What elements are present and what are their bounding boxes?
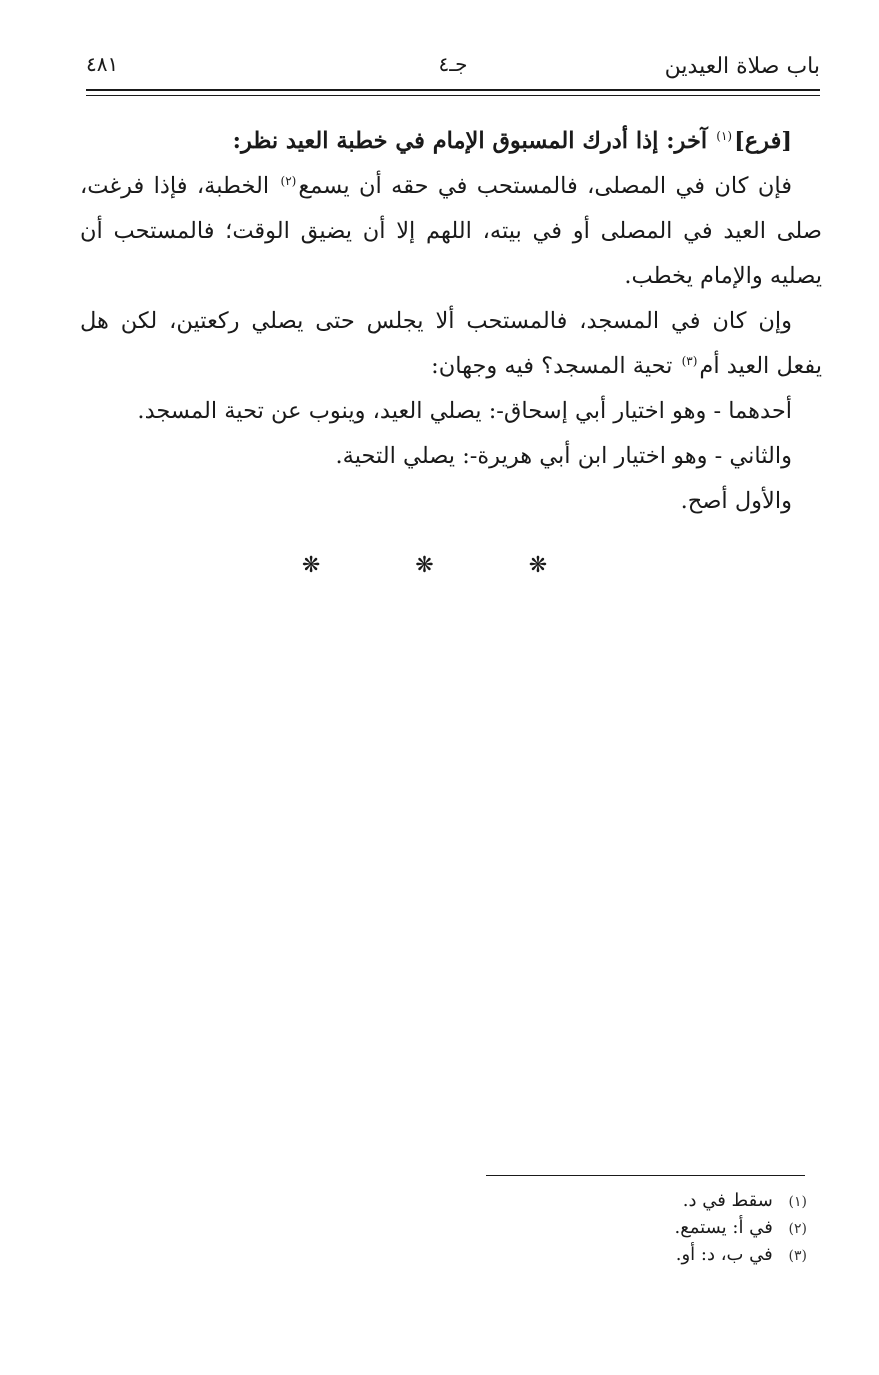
paragraph-2 [80, 164, 822, 299]
footnote-number: (٣) [788, 1248, 807, 1264]
footnote-number: (١) [788, 1194, 807, 1210]
paragraph-3 [80, 299, 822, 389]
separator-star-icon: ❋ [301, 553, 351, 578]
footnotes [307, 1188, 807, 1269]
footnote-ref-2: (٢) [280, 173, 297, 188]
paragraph-6-text: والأول أصح. [680, 488, 792, 514]
paragraph-5 [80, 434, 822, 479]
paragraph-4 [80, 389, 822, 434]
paragraph-5-text: والثاني - وهو اختيار ابن أبي هريرة-: يصلي التحية. [335, 443, 792, 469]
paragraph-6 [80, 479, 822, 524]
header-rule-thin [86, 95, 820, 96]
paragraph-3-text-b: تحية المسجد؟ فيه وجهان: [431, 353, 673, 379]
footnote-rule [486, 1175, 805, 1176]
footnote-item [307, 1188, 807, 1215]
header-rule-thick [86, 89, 820, 91]
footnote-number: (٢) [788, 1221, 807, 1237]
section-separator [0, 553, 879, 578]
paragraph-1 [80, 119, 822, 164]
footnote-ref-1: (١) [716, 128, 733, 143]
paragraph-2-text-b: الخطبة، فإذا فرغت، صلى العيد في المصلى أو في بيته، اللهم إلا أن يضيق الوقت؛ فالمستحب أن يصليه والإمام يخطب. [80, 173, 822, 289]
paragraph-2-text-a: فإن كان في المصلى، فالمستحب في حقه أن يسمع [298, 173, 793, 199]
separator-star-icon: ❋ [528, 553, 578, 578]
main-text [80, 119, 822, 524]
footnote-text: سقط في د. [682, 1190, 773, 1211]
separator-star-icon: ❋ [415, 553, 464, 578]
footnote-text: في أ: يستمع. [674, 1217, 773, 1238]
footnote-item [307, 1242, 807, 1269]
paragraph-3-text-a: وإن كان في المسجد، فالمستحب ألا يجلس حتى يصلي ركعتين، لكن هل يفعل العيد أم [80, 308, 822, 379]
running-header [86, 52, 820, 88]
page-number: ٤٨١ [86, 52, 119, 76]
footnote-ref-3: (٣) [681, 353, 698, 368]
section-bracket-label: [فرع] [734, 128, 792, 154]
paragraph-4-text: أحدهما - وهو اختيار أبي إسحاق-: يصلي العيد، وينوب عن تحية المسجد. [137, 398, 792, 424]
volume-label: جـ٤ [438, 52, 468, 76]
paragraph-1-text: آخر: إذا أدرك المسبوق الإمام في خطبة العيد نظر: [232, 128, 708, 154]
footnote-text: في ب، د: أو. [675, 1244, 773, 1265]
footnote-item [307, 1215, 807, 1242]
chapter-title: باب صلاة العيدين [664, 54, 820, 79]
